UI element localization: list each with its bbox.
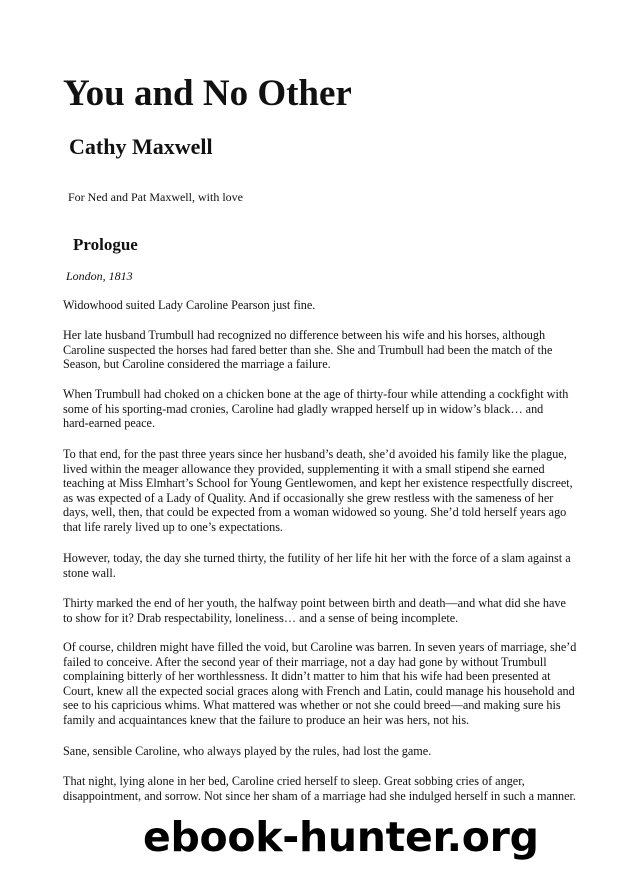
chapter-heading: Prologue (73, 235, 138, 254)
text-line: Her late husband Trumbull had recognized no difference between his wife and his horses, although (63, 328, 546, 342)
text-line: failed to conceive. After the second year of their marriage, not a day had gone by without Trumbull (63, 654, 547, 669)
text-line: That night, lying alone in her bed, Caroline cried herself to sleep. Great sobbing cries of anger, (63, 774, 525, 788)
text-line: as was expected of a Lady of Quality. And if occasionally she grew restless with the sameness of her (63, 490, 554, 505)
text-line: Caroline suspected the horses had fared better than she. She and Trumbull had been the match of the (63, 342, 553, 357)
paragraph (63, 387, 568, 431)
book-title: You and No Other (63, 73, 352, 114)
text-line: see to his capricious whims. What mattered was whether or not she could breed—and making sure his (63, 698, 561, 713)
paragraph (63, 744, 431, 759)
text-line: Of course, children might have filled the void, but Caroline was barren. In seven years of marriage, she’d (63, 640, 577, 654)
text-line: lived within the meager allowance they provided, supplementing it with a small stipend she earned (63, 461, 545, 476)
text-line: Court, knew all the expected social graces along with French and Latin, could manage his household and (63, 683, 575, 698)
dedication: For Ned and Pat Maxwell, with love (68, 190, 243, 204)
text-line: to show for it? Drab respectability, loneliness… and a sense of being incomplete. (63, 610, 459, 625)
text-line: complaining bitterly of her worthlessness. It didn’t matter to him that his wife had been presented at (63, 669, 551, 684)
text-line: hard-earned peace. (63, 416, 156, 431)
paragraph (63, 551, 571, 580)
paragraph (63, 328, 552, 372)
paragraph (63, 774, 576, 803)
text-line: To that end, for the past three years since her husband’s death, she’d avoided his family like the plague, (63, 447, 567, 461)
text-line: Sane, sensible Caroline, who always played by the rules, had lost the game. (63, 744, 432, 758)
text-line: Season, but Caroline considered the marriage a failure. (63, 357, 331, 372)
text-line: Widowhood suited Lady Caroline Pearson just fine. (63, 298, 316, 312)
paragraph (63, 596, 566, 625)
text-line: family and acquaintances knew that the failure to produce an heir was hers, not his. (63, 712, 470, 727)
text-line: When Trumbull had choked on a chicken bone at the age of thirty-four while attending a cockfight with (63, 387, 569, 401)
text-line: that life rarely lived up to one’s expectations. (63, 519, 283, 534)
paragraph (63, 447, 573, 535)
dateline: London, 1813 (66, 269, 133, 283)
text-line: However, today, the day she turned thirty, the futility of her life hit her with the force of a slam against a (63, 551, 571, 565)
text-line: stone wall. (63, 565, 116, 580)
paragraph (63, 298, 315, 313)
text-line: disappointment, and sorrow. Not since her sham of a marriage had she indulged herself in such a manner. (63, 788, 576, 803)
text-line: teaching at Miss Elmhart’s School for Young Gentlewomen, and kept her existence respectfully discreet, (63, 476, 573, 491)
text-line: days, well, then, that could be expected from a woman widowed so young. She’d told herself years ago (63, 505, 567, 520)
watermark-logo: ebook-hunter.org (143, 813, 539, 861)
book-author: Cathy Maxwell (69, 134, 213, 159)
paragraph (63, 640, 576, 728)
text-line: some of his sporting-mad cronies, Caroline had gladly wrapped herself up in widow’s black… and (63, 401, 544, 416)
text-line: Thirty marked the end of her youth, the halfway point between birth and death—and what did she have (63, 596, 566, 610)
